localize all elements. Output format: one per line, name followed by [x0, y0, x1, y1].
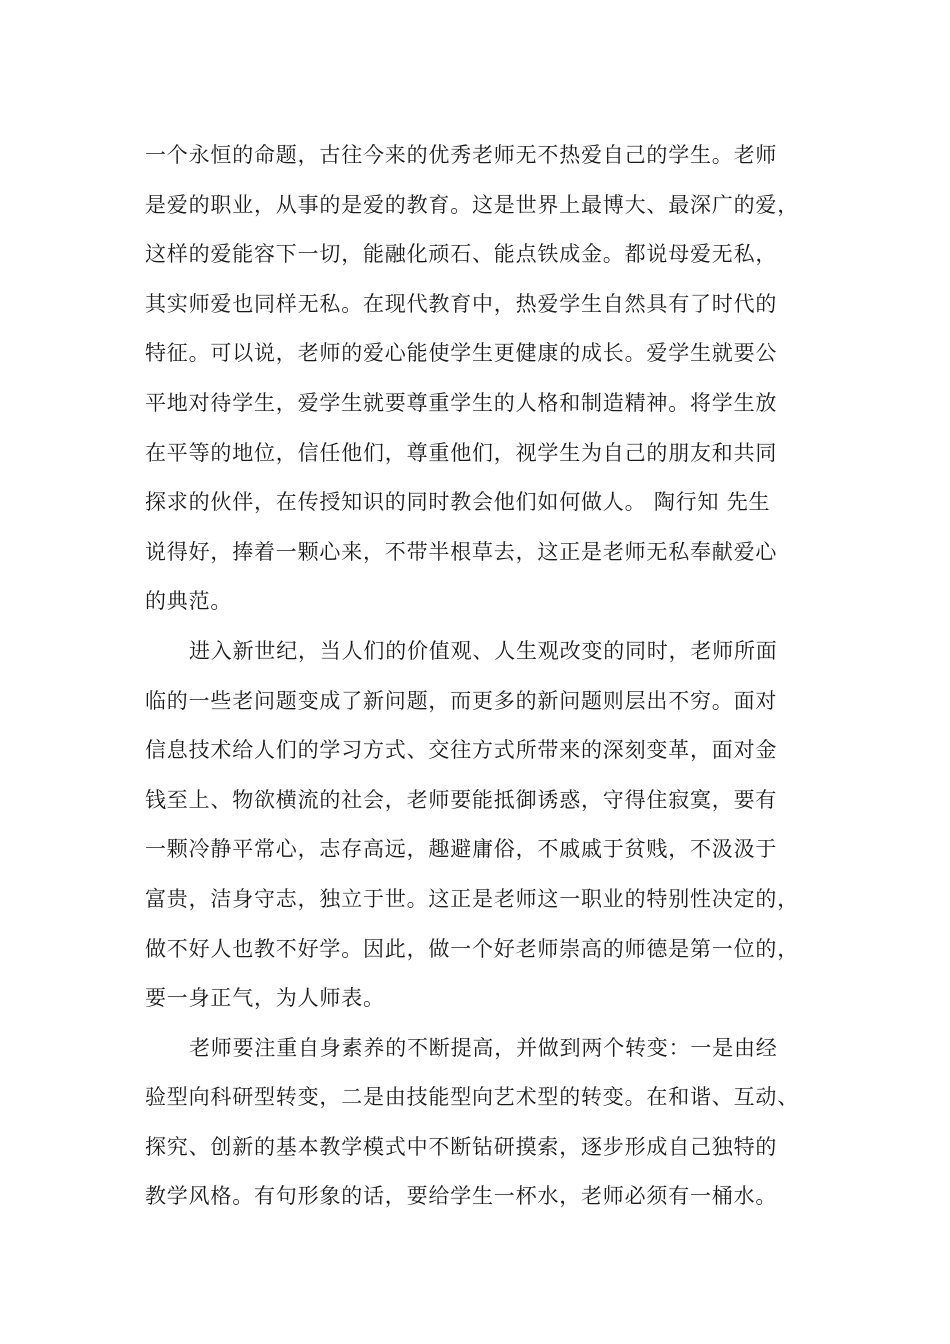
paragraph-3-line-1: 老师要注重自身素养的不断提高，并做到两个转变：一是由经: [189, 1035, 778, 1060]
paragraph-3-line-2: 验型向科研型转变，二是由技能型向艺术型的转变。在和谐、互动、: [145, 1085, 799, 1110]
paragraph-1-line-4: 其实师爱也同样无私。在现代教育中，热爱学生自然具有了时代的: [145, 291, 778, 316]
paragraph-2-line-2: 临的一些老问题变成了新问题，而更多的新问题则层出不穷。面对: [145, 688, 778, 713]
paragraph-1-line-2: 是爱的职业，从事的是爱的教育。这是世界上最博大、最深广的爱，: [145, 192, 799, 217]
paragraph-1-line-8: 探求的伙伴，在传授知识的同时教会他们如何做人。 陶行知 先生: [145, 490, 771, 515]
paragraph-2-line-1: 进入新世纪，当人们的价值观、人生观改变的同时，老师所面: [189, 638, 778, 663]
paragraph-3-line-4: 教学风格。有句形象的话，要给学生一杯水，老师必须有一桶水。: [145, 1184, 778, 1209]
paragraph-2-line-3: 信息技术给人们的学习方式、交往方式所带来的深刻变革，面对金: [145, 738, 778, 763]
document-body: [145, 131, 817, 1222]
paragraph-2-line-6: 富贵，洁身守志，独立于世。这正是老师这一职业的特别性决定的，: [145, 886, 799, 911]
paragraph-3-line-3: 探究、创新的基本教学模式中不断钻研摸索，逐步形成自己独特的: [145, 1134, 778, 1159]
paragraph-1-line-1: 一个永恒的命题，古往今来的优秀老师无不热爱自己的学生。老师: [145, 143, 778, 167]
paragraph-1-line-9: 说得好，捧着一颗心来，不带半根草去，这正是老师无私奉献爱心: [145, 539, 778, 564]
paragraph-1-line-5: 特征。可以说，老师的爱心能使学生更健康的成长。爱学生就要公: [145, 341, 778, 366]
paragraph-1-line-3: 这样的爱能容下一切，能融化顽石、能点铁成金。都说母爱无私，: [145, 242, 778, 267]
paragraph-2-line-7: 做不好人也教不好学。因此，做一个好老师崇高的师德是第一位的，: [145, 936, 799, 961]
paragraph-2-line-5: 一颗冷静平常心，志存高远，趣避庸俗，不戚戚于贫贱，不汲汲于: [145, 837, 778, 862]
paragraph-1-line-6: 平地对待学生，爱学生就要尊重学生的人格和制造精神。将学生放: [145, 390, 778, 415]
paragraph-1-line-10: 的典范。: [145, 589, 233, 614]
paragraph-2-line-8: 要一身正气，为人师表。: [145, 986, 385, 1011]
paragraph-1-line-7: 在平等的地位，信任他们，尊重他们，视学生为自己的朋友和共同: [145, 440, 778, 465]
paragraph-2-line-4: 钱至上、物欲横流的社会，老师要能抵御诱惑，守得住寂寞，要有: [145, 787, 778, 812]
